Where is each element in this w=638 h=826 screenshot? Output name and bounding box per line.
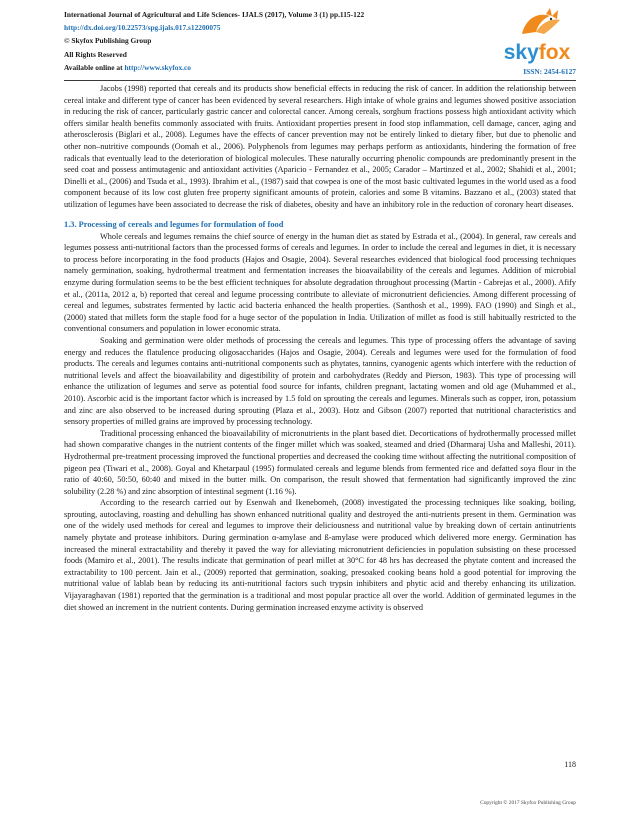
section-paragraph: Traditional processing enhanced the bioavailability of micronutrients in the plant based diet. Decortications of hydrothermally processed millet had shown comparative changes in the nutrient contents of the finger millet which was soaked, steamed and dried (Dharmaraj Usha and Malleshi, 2011). Hydrothermal pre-treatment processing improved the functional properties and decreased the cooking time without affecting the nutritional composition of pigeon pea (Tiwari et al., 2008). Goyal and Khetarpaul (1995) formulated cereals and legume blends from fermented rice and defatted soya flour in the ratio of 40:60, 50:50, 60:40 and mixed in the butter milk. On comparison, the result showed that fermentation had significantly improved the zinc solubility (2.28 %) and zinc absorption of intestinal segment (1.16 %).	[64, 428, 576, 496]
website-link[interactable]: http://www.skyfox.co	[124, 62, 191, 72]
journal-header	[64, 8, 576, 78]
issn-number: ISSN: 2454-6127	[523, 67, 576, 76]
page-number: 118	[564, 760, 576, 769]
section-heading: 1.3. Processing of cereals and legumes for formulation of food	[64, 220, 284, 230]
rights-line: All Rights Reserved	[64, 49, 127, 59]
skyfox-logo-icon	[516, 8, 564, 38]
skyfox-wordmark: skyfox	[503, 41, 571, 64]
body-paragraph: Jacobs (1998) reported that cereals and its products show beneficial effects in reducing the risk of cancer. In addition the relationship between cereal intake and different type of cancer has been evidenced by several researchers. High intake of whole grains and legumes showed positive association in reducing the risk of cancer, particularly gastric cancer and colorectal cancer. Among cereals, sorghum fractions possess high antioxidant activity which offers similar health benefits commonly associated with fruits. Antioxidant properties present in food stop inflammation, cell damage, cancer, aging and atherosclerosis (Biglari et al., 2008). Legumes have the effects of cancer prevention may not be entirely linked to dietary fiber, but due to phenolic and other non–nutritive compounds (Oomah et al., 2006). Polyphenols from legumes may perhaps perform as antioxidants, hindering the formation of free radicals that eventually lead to the deterioration of biological molecules. These naturally occurring phenolic compounds are predominantly present in the seed coat and possess antimutagenic and antioxidant activities (Aparicio - Fernandez et al., 2005; Carador – Martinzed et al., 2002; Shahidi et al., 2001; Dinelli et al., (2006) and Tsuda et al., 1993). Ibrahim et al., (1987) said that cowpea is one of the most basic cultivated legumes in the world used as a food component because of its low cost gluten free property significant amounts of protein, calories and some B vitamins. Bazzano et al., (2003) stated that utilization of legumes have been associated to decrease the risk of diabetes, obesity and have an inhibitory role in the reduction of coronary heart diseases.	[64, 84, 576, 209]
skyfox-logo	[498, 8, 576, 80]
header-divider	[64, 80, 576, 81]
available-prefix: Available online at	[64, 62, 125, 72]
publisher-line: © Skyfox Publishing Group	[64, 36, 152, 46]
copyright-notice: Copyright © 2017 Skyfox Publishing Group	[480, 800, 576, 806]
section-paragraph: Soaking and germination were older methods of processing the cereals and legumes. This type of processing offers the advantage of saving energy and reduces the flatulence producing oligosaccharides (Hajos and Osagie, 2004). Cereals and legumes were used for the formulation of food products. The cereals and legumes contains anti-nutritional components such as phytates, tannins, cyanogenic agents which interfere with the reduction of nutritional levels and affect the bioavailability and digestibility of protein and carbohydrates (Reddy and Pierson, 1983). This type of processing will enhance the utilization of legumes and serve as potential food source for infants, children pregnant, lactating women and old age (Muhammed et al., 2010). Ascorbic acid is the important factor which is increased by 1.5 fold on sprouting the cereals and legumes. Minerals such as copper, iron, potassium and zinc are also observed to be increased during sprouting (Plaza et al., 2003). Hotz and Gibson (2007) reported that nutritional characteristics and sensory properties of milled grains are improved by processing technology.	[64, 335, 576, 427]
section-paragraph: Whole cereals and legumes remains the chief source of energy in the human diet as stated by Estrada et al., (2004). In general, raw cereals and legumes possess anti-nutritional factors than the processed forms of cereals and legumes. In order to include the cereal and legumes in diet, it is necessary to process before incorporating in the food products (Hajos and Osagie, 2004). Several researches evidenced that biological food processing techniques namely germination, soaking, hydrothermal treatment and fermentation increases the bioavailability of the cereals and legumes. Addition of microbial enzyme during formulation seems to be the best efficient techniques for absolute degradation throughout processing (Martin - Cabrejas et al., 2000). Afify et al., (2011a, 2012 a, b) reported that cereal and legume processing contribute to alleviate of micronutrient deficiencies. Among different processing of cereal and legumes, substrates fermented by lactic acid bacteria enhanced the health properties. (Santhosh et al., 1999). FAO (1990) and Singh et al., (2000) stated that millets form the staple food for a huge sector of the population in India. Utilization of millet as food is still habitually restricted to the conventional consumers and population in lower economic strata.	[64, 231, 576, 334]
article-body	[64, 83, 576, 613]
section-paragraph: According to the research carried out by Esenwah and Ikenebomeh, (2008) investigated the processing techniques like soaking, boiling, sprouting, autoclaving, roasting and dehulling has shown enhanced nutritional quality and destroyed the anti-nutrients present in them. Germination was one of the widely used methods for cereal and legumes to improve their deliciousness and nutritional value by breaking down of certain antinutrients namely phytate and protease inhibitors. During germination α-amylase and ß-amylase were produced which delivered more energy. Germination has increased the mineral extractability and thereby it paved the way for alleviating micronutrient deficiencies in population subsisting on these processed foods (Mamiro et al., 2001). The results indicate that germination of pearl millet at 30°C for 48 hrs has decreased the phytate content and increased the extractability to 100 percent. Jain et al., (2009) reported that germination, soaking, presoaked cooking beans hold a good potential for improving the nutritional value of lablab bean by reducing its anti-nutritional factors such trypsin inhibiters and phytic acid and thereby enhancing its utilization. Vijayaraghavan (1981) reported that the germination is a traditional and most popular practice all over the world. Addition of germinated legumes in the diet showed an increment in the nutrient contents. During germination increased enzyme activity is observed	[64, 498, 576, 612]
doi-link[interactable]: http://dx.doi.org/10.22573/spg.ijals.017.s12200075	[64, 23, 221, 33]
journal-citation: International Journal of Agricultural and Life Sciences- IJALS (2017), Volume 3 (1) pp.115-122	[64, 10, 365, 19]
